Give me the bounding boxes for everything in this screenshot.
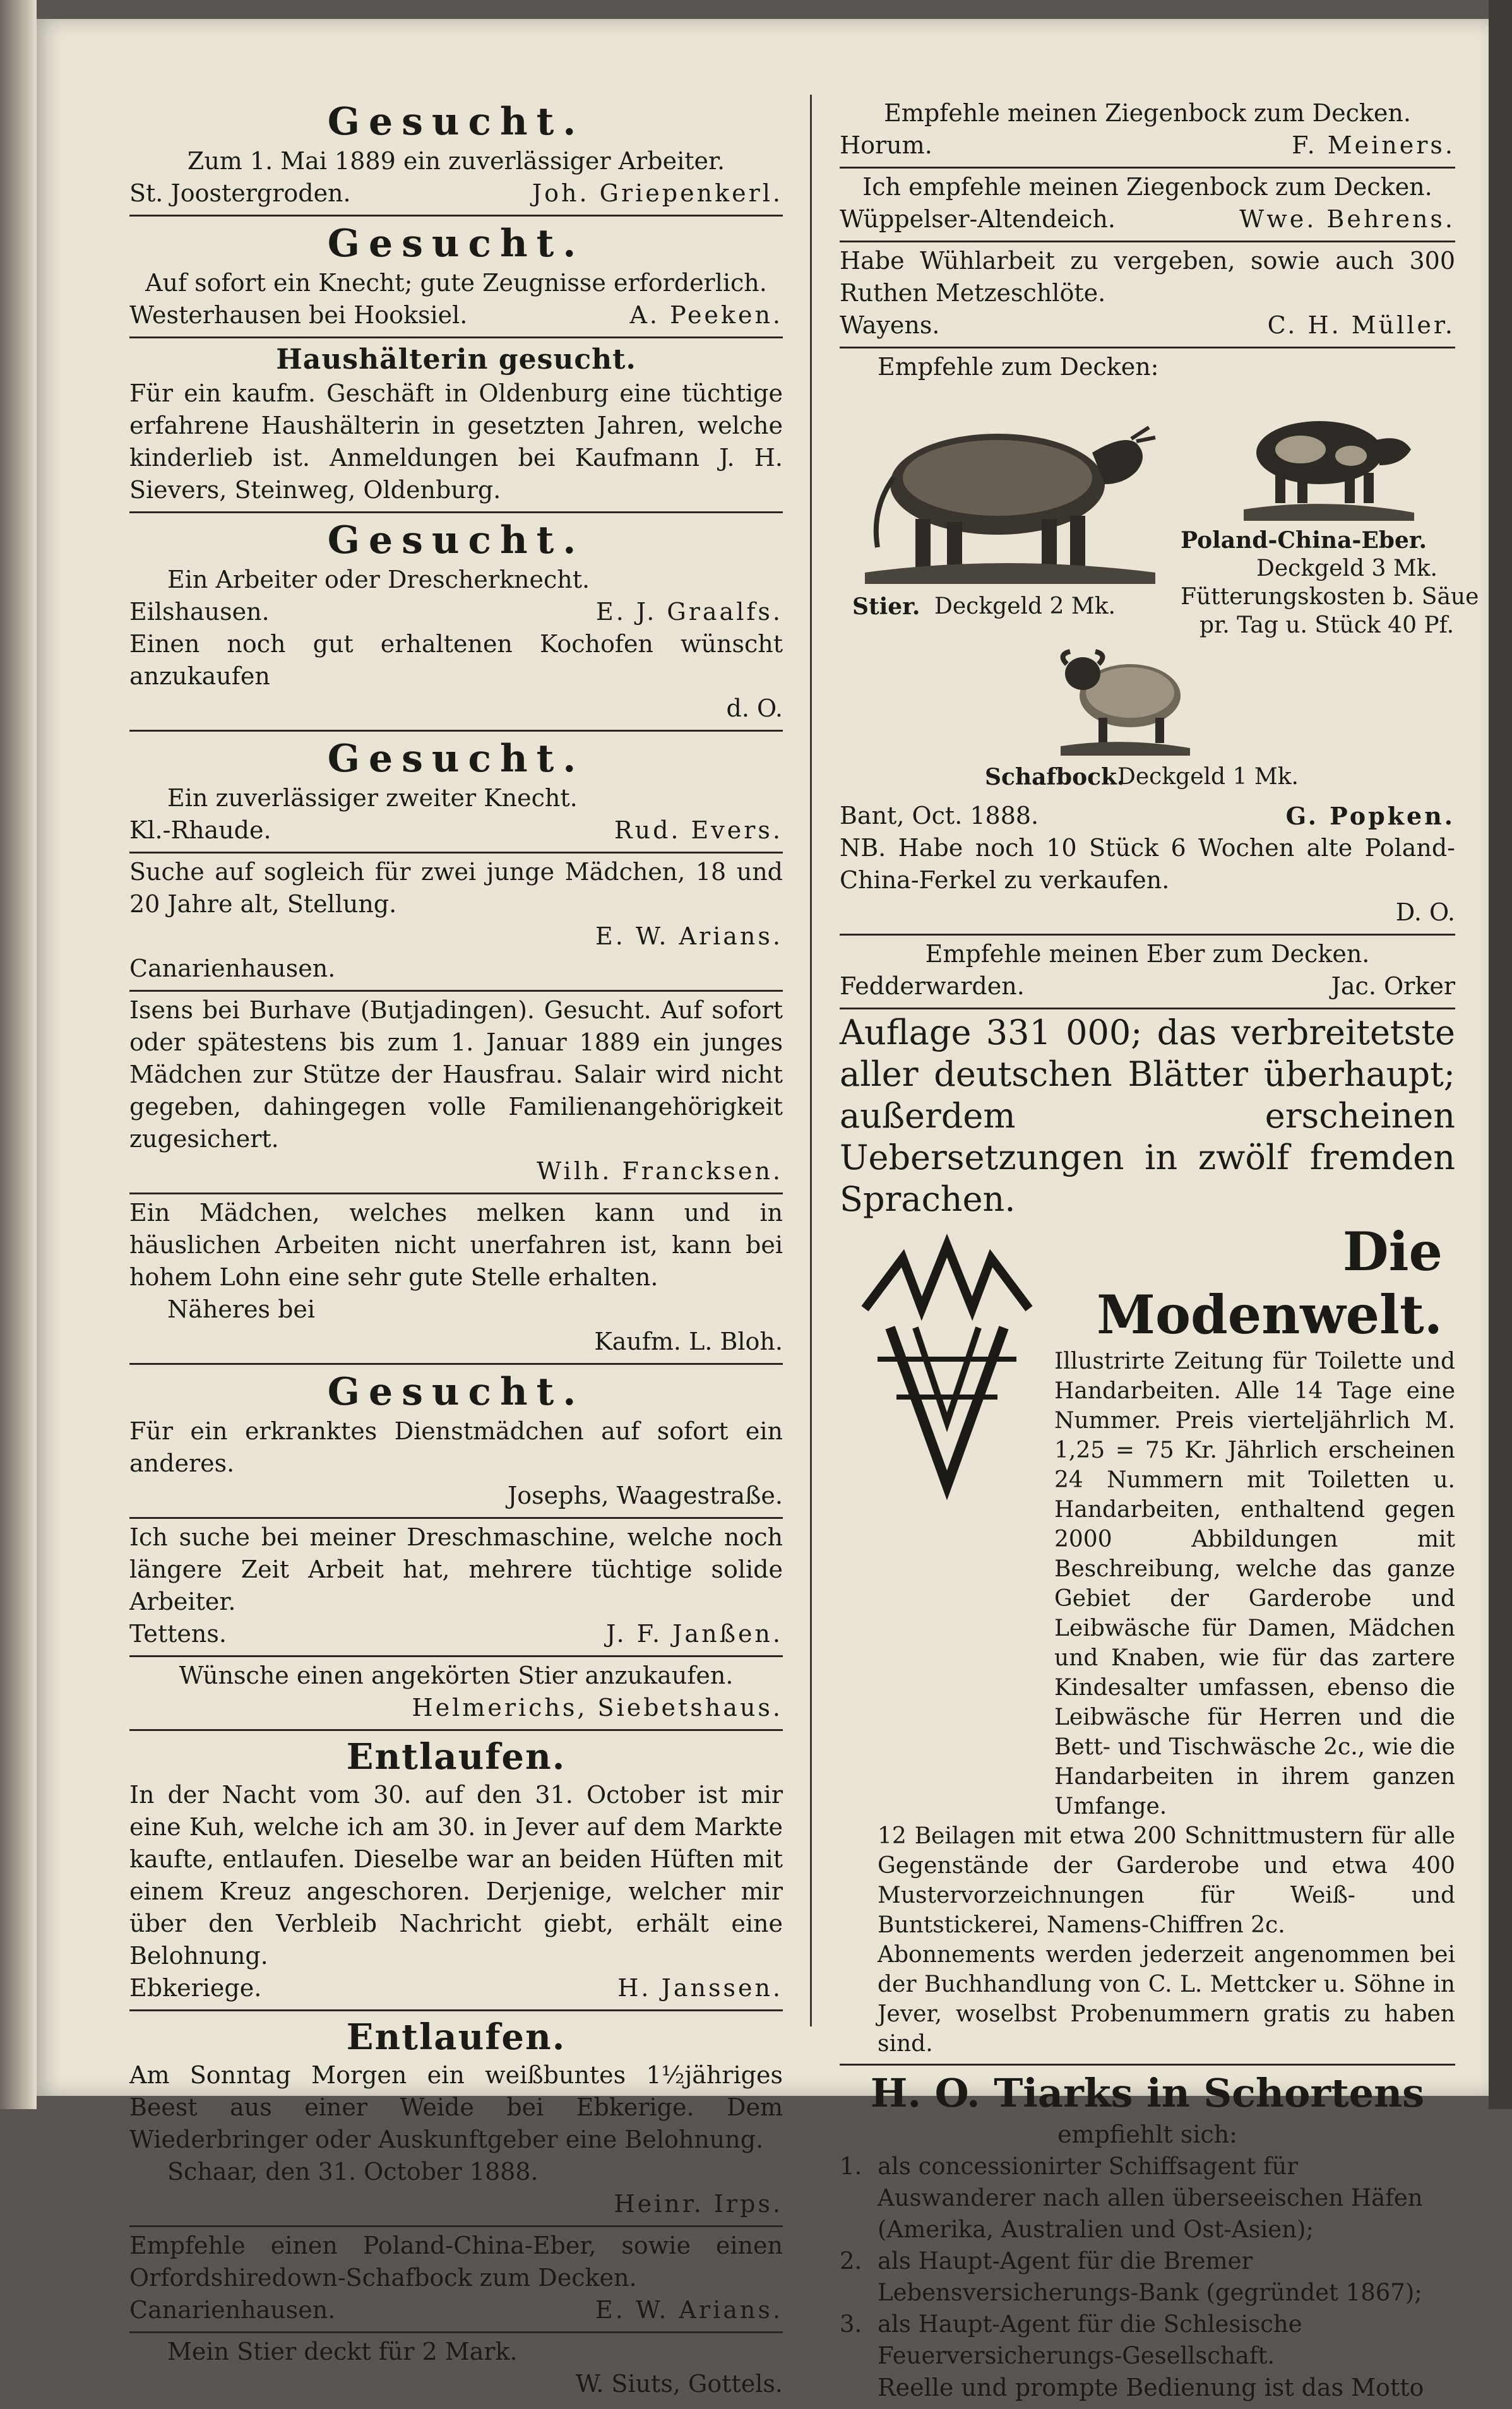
ad-signature: J. F. Janßen. (606, 1620, 783, 1648)
ad-signature: E. W. Arians. (595, 922, 783, 950)
ad-text: Wünsche einen angekörten Stier anzukaufen. (179, 1662, 734, 1689)
ad-haushaelterin (129, 338, 783, 513)
ad-decken-tiere (840, 348, 1479, 936)
pig-note: pr. Tag u. Stück 40 Pf. (1199, 612, 1455, 638)
ad-dateline: Schaar, den 31. October 1888. (167, 2158, 539, 2186)
ad-signature: E. W. Arians. (595, 2296, 783, 2324)
ad-stier-kauf (129, 1657, 783, 1731)
ad-text: Für ein erkranktes Dienstmädchen auf sofort ein anderes. (129, 1417, 783, 1477)
ad-text: Für ein kaufm. Geschäft in Oldenburg eine tüchtige erfahrene Haushälterin in gesetzten Jahren, welche kinderlieb ist. Anmeldungen bei Kaufmann J. H. Sievers, Steinweg, Oldenburg. (129, 379, 783, 504)
ad-gesucht-5 (129, 1365, 783, 1519)
ad-heading: Gesucht. (327, 737, 585, 781)
sheep-fee: Deckgeld 1 Mk. (1117, 764, 1299, 790)
ad-place: Tettens. (129, 1620, 227, 1648)
ad-text: Ich empfehle meinen Ziegenbock zum Decken. (862, 173, 1432, 201)
ad-text: Mein Stier deckt für 2 Mark. (167, 2338, 518, 2365)
ad-signature: D. O. (1395, 898, 1455, 926)
ad-signature: W. Siuts, Gottels. (575, 2370, 783, 2398)
ad-signature: C. H. Müller. (1267, 311, 1455, 339)
ad-signature: Helmerichs, Siebetshaus. (412, 1694, 783, 1722)
ad-place: Westerhausen bei Hooksiel. (129, 301, 468, 329)
ad-heading: Gesucht. (327, 1370, 585, 1414)
ad-text: Zum 1. Mai 1889 ein zuverlässiger Arbeiter. (187, 147, 725, 175)
ad-text: Empfehle zum Decken: (878, 353, 1159, 381)
ad-text: Empfehle meinen Eber zum Decken. (925, 940, 1370, 968)
ad-eber-decken (840, 936, 1455, 1009)
ad-signature: d. O. (726, 694, 783, 722)
pig-note: Fütterungskosten b. Säue (1181, 584, 1479, 610)
ad-text: Näheres bei (167, 1295, 316, 1323)
ad-entlaufen-1 (129, 1731, 783, 2011)
ad-headline: Auflage 331 000; das verbreitetste aller deutschen Blätter überhaupt; außerdem erscheinen Uebersetzungen in zwölf fremden Sprachen. (840, 1013, 1455, 1219)
ad-ziegenbock-2 (840, 169, 1455, 242)
sheep-icon (1054, 636, 1193, 756)
ad-text: Abonnements werden jederzeit angenommen bei der Buchhandlung von C. L. Mettcker u. Söhne in Jever, woselbst Probenummern gratis zu haben sind. (878, 1942, 1455, 2057)
ad-place: Kl.-Rhaude. (129, 816, 271, 844)
ad-stellung (129, 854, 783, 992)
ad-modenwelt (840, 1009, 1455, 2066)
ad-text: Ein Mädchen, welches melken kann und in häuslichen Arbeiten nicht unerfahren ist, kann bei hohem Lohn eine sehr gute Stelle erhalten. (129, 1199, 783, 1291)
ad-isens (129, 992, 783, 1194)
ad-text: Habe Wühlarbeit zu vergeben, sowie auch 300 Ruthen Metzeschlöte. (840, 247, 1455, 307)
book-gutter (0, 0, 37, 2109)
ad-heading: Haushälterin gesucht. (276, 343, 636, 376)
ad-signature: F. Meiners. (1292, 131, 1455, 159)
ad-text: NB. Habe noch 10 Stück 6 Wochen alte Poland-China-Ferkel zu verkaufen. (840, 834, 1455, 894)
modenwelt-logo-icon (852, 1233, 1042, 1504)
ad-place: Fedderwarden. (840, 972, 1025, 1000)
sheep-caption: Schafbock. (985, 764, 1125, 790)
pig-icon (1231, 396, 1420, 522)
ad-text: Ein Arbeiter oder Drescherknecht. (167, 566, 590, 593)
list-item: 1. als concessionirter Schiffsagent für Auswanderer nach allen überseeischen Häfen (Amerika, Australien und Ost-Asien); (840, 2153, 1423, 2243)
ad-signature: E. J. Graalfs. (596, 598, 783, 626)
list-item: 3. als Haupt-Agent für die Schlesische Feuerversicherungs-Gesellschaft. (840, 2311, 1302, 2369)
ad-place: Canarienhausen. (129, 2296, 336, 2324)
ad-place: Ebkeriege. (129, 1974, 262, 2002)
ad-text: Isens bei Burhave (Butjadingen). Gesucht. Auf sofort oder spätestens bis zum 1. Januar 1889 ein junges Mädchen zur Stütze der Hausfrau. Salair wird nicht gegeben, dahingegen volle Familienangehörigkeit zugesichert. (129, 996, 783, 1153)
ad-signature: Joh. Griepenkerl. (532, 179, 783, 207)
ad-text: Ein zuverlässiger zweiter Knecht. (167, 784, 578, 812)
ad-signature: Jac. Orker (1331, 972, 1455, 1000)
bull-caption: Stier. (852, 593, 920, 620)
pig-fee: Deckgeld 3 Mk. (1256, 556, 1438, 581)
list-item: 2. als Haupt-Agent für die Bremer Lebensversicherungs-Bank (gegründet 1867); (840, 2247, 1422, 2306)
ad-signature: H. Janssen. (617, 1974, 783, 2002)
ad-text: Reelle und prompte Bedienung ist das Motto (878, 2374, 1424, 2401)
ad-signature: Wwe. Behrens. (1239, 205, 1455, 233)
ad-signature: Josephs, Waagestraße. (508, 1482, 783, 1509)
ad-text: Einen noch gut erhaltenen Kochofen wünscht anzukaufen (129, 630, 783, 690)
ad-place: Wayens. (840, 311, 940, 339)
ad-place: Wüppelser-Altendeich. (840, 205, 1116, 233)
ad-text: Ich suche bei meiner Dreschmaschine, welche noch längere Zeit Arbeit hat, mehrere tüchtige solide Arbeiter. (129, 1523, 783, 1615)
right-column (840, 95, 1479, 2409)
pig-caption: Poland-China-Eber. (1181, 527, 1427, 554)
ad-dreschmaschine (129, 1519, 783, 1657)
ad-maedchen (129, 1194, 783, 1365)
ad-signature: Kaufm. L. Bloh. (594, 1328, 783, 1355)
ad-text: Auf sofort ein Knecht; gute Zeugnisse erforderlich. (145, 269, 767, 297)
column-divider (810, 95, 812, 2026)
ad-signature: Wilh. Francksen. (537, 1157, 783, 1185)
left-column (129, 95, 783, 2405)
bull-fee: Deckgeld 2 Mk. (934, 593, 1116, 619)
ad-place: Canarienhausen. (129, 955, 336, 982)
ad-entlaufen-2 (129, 2011, 783, 2227)
ad-signature: A. Peeken. (629, 301, 783, 329)
ad-gesucht-1 (129, 95, 783, 217)
ad-text: Am Sonntag Morgen ein weißbuntes 1½jähriges Beest aus einer Weide bei Ebkerige. Dem Wiederbringer oder Auskunftgeber eine Belohnung. (129, 2061, 783, 2153)
bull-icon (840, 383, 1168, 585)
ad-gesucht-4 (129, 732, 783, 854)
ad-heading: Entlaufen. (346, 2016, 566, 2058)
ad-signature: G. Popken. (1285, 802, 1455, 830)
ad-heading: Gesucht. (327, 222, 585, 266)
ad-signature: Rud. Evers. (614, 816, 783, 844)
ad-text: 12 Beilagen mit etwa 200 Schnittmustern für alle Gegenstände der Garderobe und etwa 400 Mustervorzeichnungen für Weiß- und Buntstickerei, Namens-Chiffren 2c. (878, 1823, 1455, 1938)
ad-signature: Heinr. Irps. (614, 2190, 783, 2218)
ad-heading: Gesucht. (327, 100, 585, 144)
ad-text: In der Nacht vom 30. auf den 31. October ist mir eine Kuh, welche ich am 30. in Jever auf dem Markte kaufte, entlaufen. Dieselbe war an beiden Hüften mit einem Kreuz angeschoren. Derjenige, welcher mir über den Verbleib Nachricht giebt, erhält eine Belohnung. (129, 1781, 783, 1970)
ad-gesucht-3 (129, 513, 783, 732)
ad-place: Horum. (840, 131, 932, 159)
ad-text: Empfehle meinen Ziegenbock zum Decken. (884, 99, 1411, 127)
ad-ziegenbock-1 (840, 95, 1455, 169)
ad-place: St. Joostergroden. (129, 179, 351, 207)
ad-subtitle: empfiehlt sich: (1057, 2121, 1237, 2148)
ad-text: Suche auf sogleich für zwei junge Mädchen, 18 und 20 Jahre alt, Stellung. (129, 858, 783, 918)
modenwelt-title: Die Modenwelt. (1097, 1220, 1443, 1346)
ad-wuehlarbeit (840, 242, 1455, 348)
ad-text: Illustrirte Zeitung für Toilette und Handarbeiten. Alle 14 Tage eine Nummer. Preis vierteljährlich M. 1,25 = 75 Kr. Jährlich erscheinen 24 Nummern mit Toiletten u. Handarbeiten, enthaltend gegen 2000 Abbildungen mit Beschreibung, welche das ganze Gebiet der Garderobe und Leibwäsche für Damen, Mädchen und Knaben, wie für das zartere Kindesalter umfassen, ebenso die Leibwäsche für Herren und die Bett- und Tischwäsche 2c., wie die Handarbeiten in ihrem ganzen Umfange. (1054, 1348, 1455, 1819)
ad-heading: Gesucht. (327, 518, 585, 562)
ad-text: Empfehle einen Poland-China-Eber, sowie einen Orfordshiredown-Schafbock zum Decken. (129, 2232, 783, 2292)
page-edge (1489, 0, 1512, 2109)
ad-heading: Entlaufen. (346, 1736, 566, 1778)
ad-gesucht-2 (129, 217, 783, 338)
ad-stier-deckt (129, 2333, 783, 2405)
ad-eber (129, 2227, 783, 2333)
ad-tiarks (840, 2066, 1455, 2409)
ad-dateline: Bant, Oct. 1888. (840, 802, 1039, 830)
ad-place: Eilshausen. (129, 598, 270, 626)
ad-heading: H. O. Tiarks in Schortens (870, 2070, 1425, 2116)
